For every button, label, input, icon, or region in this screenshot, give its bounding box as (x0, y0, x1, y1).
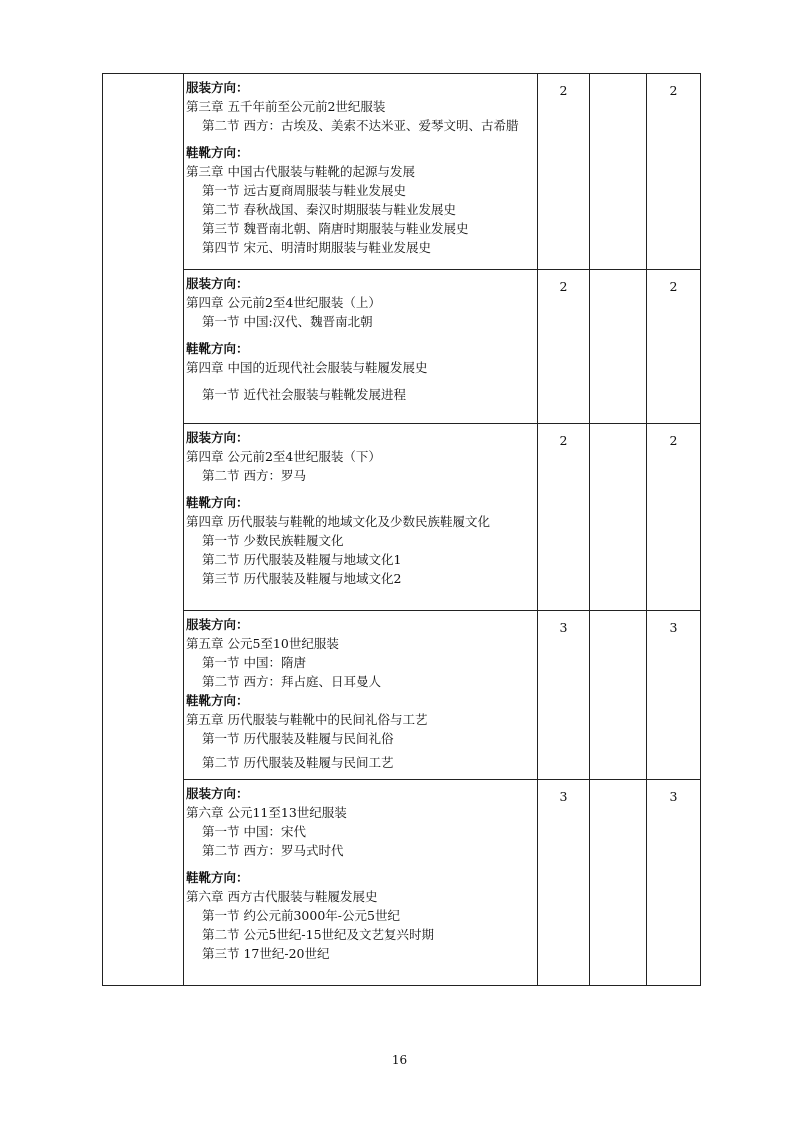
content-cell (184, 270, 538, 424)
section-line: 第三节 魏晋南北朝、隋唐时期服装与鞋业发展史 (202, 221, 469, 236)
clothing-direction-label: 服装方向： (186, 617, 249, 632)
section-line: 第二节 春秋战国、秦汉时期服装与鞋业发展史 (202, 202, 456, 217)
table-row (103, 74, 701, 270)
clothing-direction-label: 服装方向： (186, 276, 249, 291)
clothing-direction-label: 服装方向： (186, 80, 249, 95)
table-row (103, 780, 701, 986)
footwear-direction-label: 鞋靴方向： (186, 495, 249, 510)
content-cell (184, 74, 538, 270)
section-line: 第二节 历代服装及鞋履与民间工艺 (202, 755, 394, 770)
section-line: 第一节 约公元前3000年-公元5世纪 (202, 908, 400, 923)
section-line: 第一节 历代服装及鞋履与民间礼俗 (202, 731, 394, 746)
section-line: 第二节 西方：拜占庭、日耳曼人 (202, 674, 381, 689)
footwear-direction-label: 鞋靴方向： (186, 693, 249, 708)
section-line: 第二节 公元5世纪-15世纪及文艺复兴时期 (202, 927, 435, 942)
chapter-title: 第六章 西方古代服装与鞋履发展史 (186, 889, 378, 904)
hours-cell: 2 (647, 270, 701, 424)
clothing-direction-label: 服装方向： (186, 430, 249, 445)
hours-cell (590, 780, 647, 986)
hours-cell: 3 (647, 780, 701, 986)
chapter-title: 第三章 五千年前至公元前2世纪服装 (186, 99, 386, 114)
hours-cell: 3 (647, 611, 701, 780)
blank-cell (103, 74, 184, 986)
hours-cell: 3 (538, 611, 590, 780)
section-line: 第二节 西方：罗马 (202, 468, 306, 483)
chapter-title: 第四章 中国的近现代社会服装与鞋履发展史 (186, 360, 428, 375)
section-line: 第三节 历代服装及鞋履与地域文化2 (202, 571, 402, 586)
hours-cell: 2 (647, 74, 701, 270)
hours-cell (590, 424, 647, 611)
hours-cell: 3 (538, 780, 590, 986)
section-line: 第一节 近代社会服装与鞋靴发展进程 (202, 387, 406, 402)
section-line: 第一节 远古夏商周服装与鞋业发展史 (202, 183, 406, 198)
page-number: 16 (391, 1053, 408, 1067)
hours-cell: 2 (538, 270, 590, 424)
footwear-direction-label: 鞋靴方向： (186, 870, 249, 885)
hours-cell (590, 270, 647, 424)
section-line: 第一节 中国：宋代 (202, 824, 306, 839)
section-line: 第四节 宋元、明清时期服装与鞋业发展史 (202, 240, 431, 255)
section-line: 第二节 西方：古埃及、美索不达米亚、爱琴文明、古希腊 (202, 118, 519, 133)
footwear-direction-label: 鞋靴方向： (186, 145, 249, 160)
section-line: 第三节 17世纪-20世纪 (202, 946, 330, 961)
clothing-direction-label: 服装方向： (186, 786, 249, 801)
content-cell (184, 424, 538, 611)
hours-cell (590, 74, 647, 270)
hours-cell: 2 (538, 74, 590, 270)
chapter-title: 第五章 公元5至10世纪服装 (186, 636, 339, 651)
section-line: 第一节 中国：隋唐 (202, 655, 306, 670)
syllabus-table (102, 73, 701, 986)
section-line: 第二节 西方：罗马式时代 (202, 843, 344, 858)
hours-cell: 2 (647, 424, 701, 611)
chapter-title: 第四章 历代服装与鞋靴的地域文化及少数民族鞋履文化 (186, 514, 490, 529)
table-row (103, 270, 701, 424)
section-line: 第二节 历代服装及鞋履与地域文化1 (202, 552, 402, 567)
footwear-direction-label: 鞋靴方向： (186, 341, 249, 356)
table-row (103, 611, 701, 780)
section-line: 第一节 少数民族鞋履文化 (202, 533, 344, 548)
chapter-title: 第三章 中国古代服装与鞋靴的起源与发展 (186, 164, 415, 179)
chapter-title: 第四章 公元前2至4世纪服装（下） (186, 449, 381, 464)
hours-cell (590, 611, 647, 780)
content-cell (184, 611, 538, 780)
hours-cell: 2 (538, 424, 590, 611)
section-line: 第一节 中国:汉代、魏晋南北朝 (202, 314, 373, 329)
chapter-title: 第五章 历代服装与鞋靴中的民间礼俗与工艺 (186, 712, 428, 727)
chapter-title: 第六章 公元11至13世纪服装 (186, 805, 347, 820)
table-row (103, 424, 701, 611)
chapter-title: 第四章 公元前2至4世纪服装（上） (186, 295, 381, 310)
content-cell (184, 780, 538, 986)
